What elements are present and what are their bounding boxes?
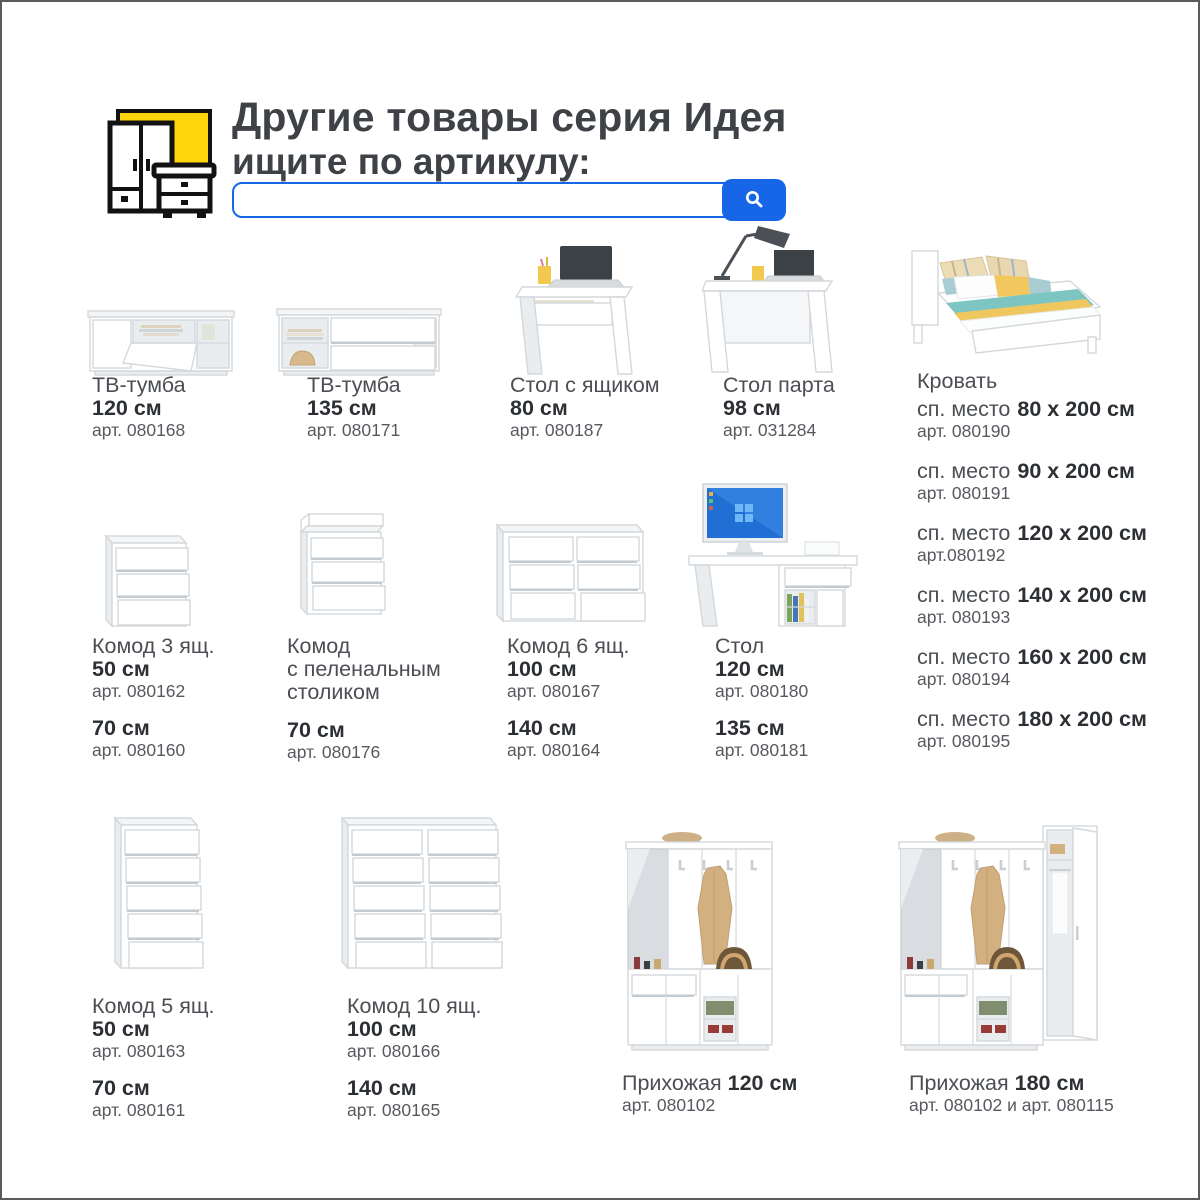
- product-size: 70 см: [92, 716, 150, 740]
- product-size: 70 см: [92, 1076, 150, 1100]
- product-image-komod5: [105, 810, 215, 983]
- product-name: Комод 6 ящ.: [507, 634, 630, 658]
- search-input[interactable]: [232, 182, 784, 218]
- product-size: 50 см: [92, 1017, 150, 1041]
- product-size: 135 см: [715, 716, 785, 740]
- product-size: 120 см: [92, 396, 162, 420]
- product-size: 120 см: [715, 657, 785, 681]
- product-article: арт.080192: [917, 545, 1006, 565]
- product-name: Прихожая: [622, 1071, 722, 1095]
- product-label-komod5: [92, 995, 215, 1121]
- product-label-hall120: [622, 1072, 797, 1116]
- product-name: Комод: [287, 634, 351, 658]
- product-name: Кровать: [917, 369, 998, 393]
- product-name: Комод 5 ящ.: [92, 994, 215, 1018]
- product-image-komod-pelen: [285, 512, 395, 639]
- product-name: ТВ-тумба: [92, 373, 186, 397]
- product-size: 180 см: [1014, 1071, 1085, 1095]
- product-article: арт. 080180: [715, 681, 809, 701]
- search-button[interactable]: [722, 179, 786, 221]
- product-article: арт. 080164: [507, 740, 601, 760]
- product-name: Стол с ящиком: [510, 373, 660, 397]
- product-name: Комод 3 ящ.: [92, 634, 215, 658]
- product-size: 70 см: [287, 718, 345, 742]
- product-label-komod-pelen: [287, 635, 477, 763]
- product-article: арт. 080166: [347, 1041, 441, 1061]
- product-image-hall180: [895, 818, 1100, 1067]
- product-label-tv135: [307, 374, 401, 441]
- product-size: 120 см: [727, 1071, 798, 1095]
- product-article: арт. 080161: [92, 1100, 186, 1120]
- product-name: ТВ-тумба: [307, 373, 401, 397]
- bed-size: 180 x 200 см: [1017, 707, 1147, 731]
- product-image-komod6: [485, 517, 653, 634]
- product-article: арт. 080168: [92, 420, 186, 440]
- product-article: арт. 080102 и арт. 080115: [909, 1095, 1114, 1115]
- product-name: Комод 10 ящ.: [347, 994, 482, 1018]
- product-article: арт. 080191: [917, 483, 1011, 503]
- search-icon: [744, 189, 764, 212]
- product-size: 140 см: [507, 716, 577, 740]
- product-label-hall180: [909, 1072, 1114, 1116]
- product-name: Стол парта: [723, 373, 835, 397]
- product-article: арт. 080162: [92, 681, 186, 701]
- product-label-desk98: [723, 374, 835, 441]
- product-article: арт. 080193: [917, 607, 1011, 627]
- bed-size-label: сп. место: [917, 521, 1011, 545]
- wardrobe-nightstand-icon: [102, 105, 218, 219]
- product-article: арт. 080102: [622, 1095, 716, 1115]
- product-article: арт. 080181: [715, 740, 809, 760]
- search-bar: [232, 182, 784, 218]
- product-article: арт. 080194: [917, 669, 1011, 689]
- bed-size-label: сп. место: [917, 583, 1011, 607]
- product-image-tv120: [85, 285, 237, 382]
- product-image-bed: [902, 237, 1112, 364]
- product-name: Стол: [715, 634, 765, 658]
- product-article: арт. 080176: [287, 742, 381, 762]
- product-label-komod10: [347, 995, 481, 1121]
- bed-size-label: сп. место: [917, 707, 1011, 731]
- product-article: арт. 080171: [307, 420, 401, 440]
- product-label-komod6: [507, 635, 630, 761]
- product-label-tv120: [92, 374, 186, 441]
- bed-size: 80 x 200 см: [1017, 397, 1135, 421]
- product-article: арт. 080165: [347, 1100, 441, 1120]
- page-subtitle: ищите по артикулу:: [232, 141, 591, 182]
- product-image-hall120: [620, 824, 780, 1067]
- product-article: арт. 080187: [510, 420, 604, 440]
- product-article: арт. 031284: [723, 420, 817, 440]
- product-label-desk120: [715, 635, 808, 761]
- product-image-komod3: [92, 530, 197, 635]
- product-size: 98 см: [723, 396, 781, 420]
- bed-size: 90 x 200 см: [1017, 459, 1135, 483]
- product-article: арт. 080195: [917, 731, 1011, 751]
- product-article: арт. 080190: [917, 421, 1011, 441]
- product-label-bed: [917, 370, 1147, 769]
- product-label-desk80: [510, 374, 660, 441]
- product-size: 100 см: [507, 657, 577, 681]
- product-article: арт. 080163: [92, 1041, 186, 1061]
- product-image-desk80: [514, 240, 639, 385]
- bed-size: 140 x 200 см: [1017, 583, 1147, 607]
- bed-size-label: сп. место: [917, 645, 1011, 669]
- product-image-desk98: [702, 224, 837, 384]
- bed-size-label: сп. место: [917, 397, 1011, 421]
- product-article: арт. 080160: [92, 740, 186, 760]
- product-image-tv135: [274, 285, 444, 382]
- product-size: 140 см: [347, 1076, 417, 1100]
- product-name: столиком: [287, 680, 380, 704]
- bed-size: 120 x 200 см: [1017, 521, 1147, 545]
- product-name: Прихожая: [909, 1071, 1009, 1095]
- product-image-desk120: [687, 480, 865, 635]
- bed-size-label: сп. место: [917, 459, 1011, 483]
- product-size: 50 см: [92, 657, 150, 681]
- product-image-komod10: [332, 812, 508, 982]
- product-size: 135 см: [307, 396, 377, 420]
- page-title: Другие товары серия Идея: [232, 94, 787, 140]
- bed-size: 160 x 200 см: [1017, 645, 1147, 669]
- product-size: 80 см: [510, 396, 568, 420]
- product-size: 100 см: [347, 1017, 417, 1041]
- product-article: арт. 080167: [507, 681, 601, 701]
- product-name: с пеленальным: [287, 657, 441, 681]
- product-label-komod3: [92, 635, 215, 761]
